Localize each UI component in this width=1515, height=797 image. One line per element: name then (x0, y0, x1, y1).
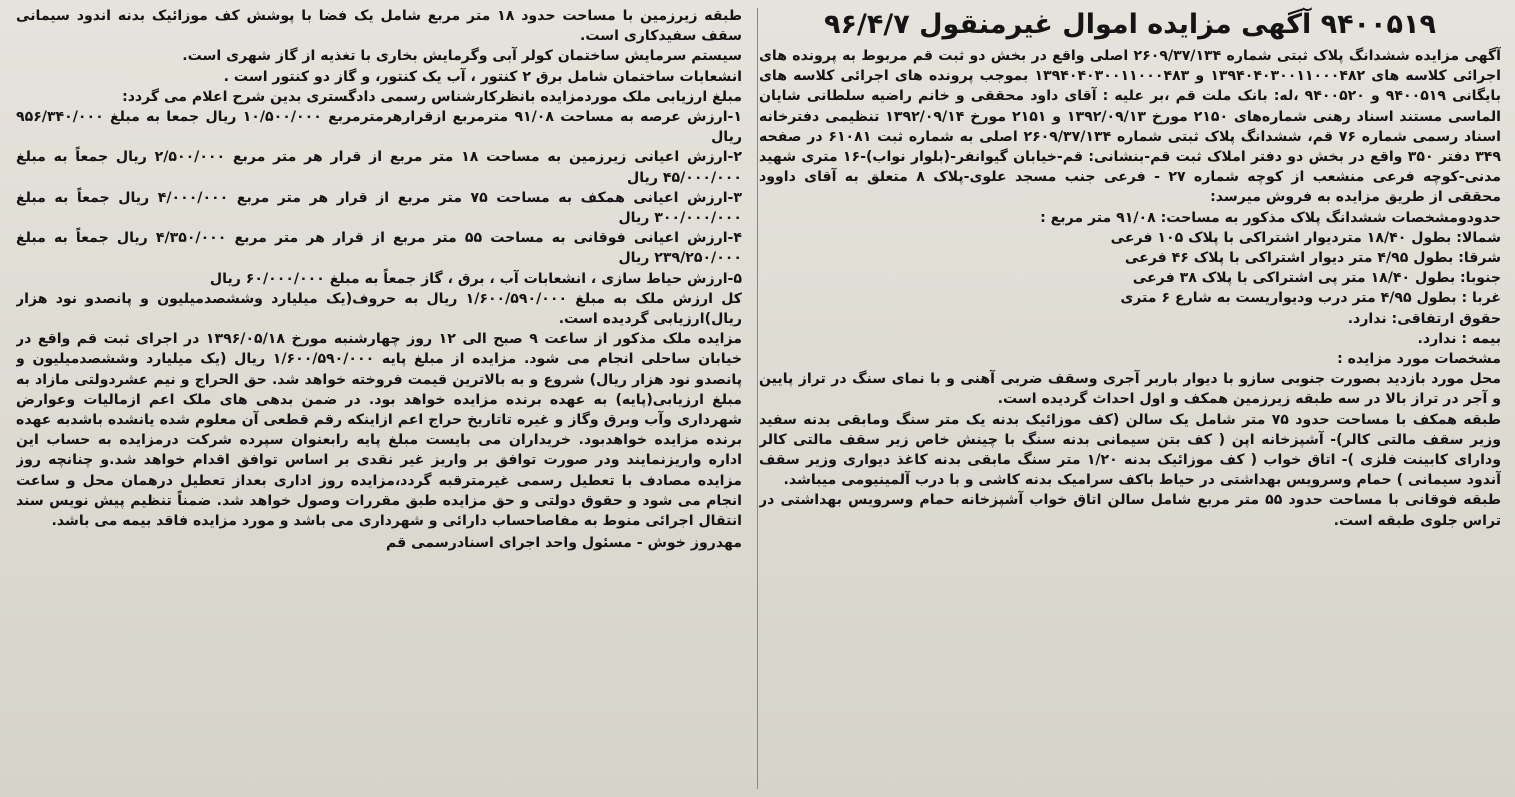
paragraph-upper-floor: طبقه فوقانی با مساحت حدود ۵۵ متر مربع شامل سالن اتاق خواب آشپزخانه حمام وسرویس بهداشتی در تراس جلوی طبقه است. (759, 492, 1501, 529)
left-column (16, 6, 742, 791)
paragraph-ground-floor: طبقه همکف با مساحت حدود ۷۵ متر شامل یک سالن (کف موزائیک بدنه یک متر سنگ ومابقی بدنه سفید وزیر سقف مالتی کالر)- آشپزخانه اپن ( کف بتن سیمانی بدنه سنگ با چینش خاص زیر سقف مالتی کالر ودارای کابینت فلزی )- اتاق خواب ( کف موزائیک بدنه ۱/۲۰ متر سنگ مابقی بدنه کاغذ دیواری وزیر سقف آندود سیمانی ) حمام وسرویس بهداشتی در حیاط باکف سرامیک بدنه کاشی و با درب آلمینیومی میباشد. (759, 411, 1501, 489)
insurance: بیمه : ندارد. (1417, 330, 1501, 347)
left-column-text (16, 6, 742, 553)
paragraph-structure: محل مورد بازدید بصورت جنوبی سازو با دیوار باربر آجری وسقف ضربی آهنی و با نمای سنگ در تراز پایین و آجر در تراز بالا در سه طبقه زیرزمین همکف و اول احداث گردیده است. (759, 371, 1501, 408)
specs-heading: مشخصات مورد مزایده : (1337, 351, 1501, 368)
valuation-item-1: ۱-ارزش عرصه به مساحت ۹۱/۰۸ مترمربع ازقرارهرمترمربع ۱۰/۵۰۰/۰۰۰ ریال جمعا به مبلغ ۹۵۶/۳۴۰/۰۰۰ ریال (16, 109, 742, 146)
paragraph-hvac: سیستم سرمایش ساختمان کولر آبی وگرمایش بخاری با تغذیه از گاز شهری است. (182, 48, 742, 65)
valuation-item-3: ۳-ارزش اعیانی همکف به مساحت ۷۵ متر مربع از قرار هر متر مربع ۴/۰۰۰/۰۰۰ ریال جمعاً به مبلغ ۳۰۰/۰۰۰/۰۰۰ ریال (16, 189, 742, 227)
paragraph-auction-terms: مزایده ملک مذکور از ساعت ۹ صبح الی ۱۲ روز چهارشنبه مورخ ۱۳۹۶/۰۵/۱۸ در اجرای ثبت قم واقع در خیابان ساحلی انجام می شود. مزایده از مبلغ پایه ۱/۶۰۰/۵۹۰/۰۰۰ ریال (یک میلیارد وششصدمیلیون و پانصدو نود هزار ریال) شروع و به بالاترین قیمت فروخته خواهد شد. حق الحراج و نیم عشردولتی مازاد به مبلغ ارزیابی(پایه) به عهده برنده مزایده خواهد بود. در ضمن بدهی های ملک اعم ازمالیات وعوارض شهرداری وآب وبرق وگاز و غیره تاتاریخ حراج اعم ازاینکه رقم قطعی آن معلوم شده یانشده باشدبه عهده برنده مزایده خواهدبود. خریداران می بایست مبلغ پایه رابعنوان سپرده شرکت درمزایده به حساب این اداره واریزنمایند ودر صورت توافق بر واریز غیر نقدی بر اساس توافق اقدام خواهد شد.و چنانچه روز مزایده مصادف با تعطیل رسمی غیرمترقبه گردد،مزایده روز اداری بعداز تعطیل درهمان محل و ساعت انجام می شود و حقوق دولتی و حق مزایده طبق مقررات وصول خواهد شد. ضمناً تنظیم پیش نویس سند انتقال اجرائی منوط به مفاصاحساب دارائی و شهرداری می باشد و مورد مزایده فاقد بیمه می باشد. (16, 331, 742, 530)
right-column (759, 6, 1501, 791)
valuation-item-2: ۲-ارزش اعیانی زیرزمین به مساحت ۱۸ متر مربع از قرار هر متر مربع ۲/۵۰۰/۰۰۰ ریال جمعاً به مبلغ ۴۵/۰۰۰/۰۰۰ ریال (16, 149, 742, 186)
boundaries-heading: حدودومشخصات ششدانگ پلاک مذکور به مساحت: ۹۱/۰۸ متر مربع : (1040, 209, 1501, 226)
paragraph-utilities: انشعابات ساختمان شامل برق ۲ کنتور ، آب یک کنتور، و گاز دو کنتور است . (223, 68, 742, 85)
boundary-west: غربا : بطول ۴/۹۵ متر درب ودیواریست به شارع ۶ متری (1120, 290, 1501, 307)
boundary-south: جنوبا: بطول ۱۸/۴۰ متر پی اشتراکی با پلاک ۳۸ فرعی (1132, 270, 1501, 287)
paragraph-basement: طبقه زیرزمین با مساحت حدود ۱۸ متر مربع شامل یک فضا با پوشش کف موزائیک بدنه اندود سیمانی سقف سفیدکاری است. (16, 8, 742, 45)
valuation-item-5: ۵-ارزش حیاط سازی ، انشعابات آب ، برق ، گاز جمعاً به مبلغ ۶۰/۰۰۰/۰۰۰ ریال (209, 270, 742, 287)
easement-rights: حقوق ارتفاقی: ندارد. (1347, 310, 1501, 327)
paragraph-intro: آگهی مزایده ششدانگ پلاک ثبتی شماره ۲۶۰۹/۳۷/۱۳۴ اصلی واقع در بخش دو ثبت قم مربوط به پرونده های اجرائی کلاسه های ۱۳۹۴۰۴۰۳۰۰۱۱۰۰۰۴۸۲ و ۱۳۹۴۰۴۰۳۰۰۱۱۰۰۰۴۸۳ بموجب پرونده های اجرائی کلاسه های بایگانی ۹۴۰۰۵۱۹ و ۹۴۰۰۵۲۰ ،له: بانک ملت قم ،بر علیه : آقای داود محققی و خانم راضیه سلطانی شایان الماسی مستند اسناد رهنی شماره‌های ۲۱۵۰ مورخ ۱۳۹۲/۰۹/۱۳ و ۲۱۵۱ مورخ ۱۳۹۲/۰۹/۱۴ تنظیمی دفترخانه اسناد رسمی شماره ۷۶ قم، ششدانگ پلاک ثبتی شماره ۲۶۰۹/۳۷/۱۳۴ اصلی به شماره ثبت ۶۱۰۸۱ در صفحه ۳۴۹ دفتر ۳۵۰ واقع در بخش دو دفتر املاک ثبت قم-بنشانی: قم-خیابان گیوانفر-(بلوار نواب)-۱۶ متری شهید مدنی-کوچه فرعی منشعب از کوچه شماره ۲۷ - فرعی جنب مسجد علوی-پلاک ۸ متعلق به آقای داوود محققی از طریق مزایده به فروش میرسد: (759, 48, 1501, 206)
boundary-north: شمالا: بطول ۱۸/۴۰ متردیوار اشتراکی با پلاک ۱۰۵ فرعی (1110, 229, 1501, 246)
column-divider (757, 8, 758, 789)
valuation-total: کل ارزش ملک به مبلغ ۱/۶۰۰/۵۹۰/۰۰۰ ریال به حروف(یک میلیارد وششصدمیلیون و پانصدو نود هزار ریال)ارزیابی گردیده است. (16, 290, 742, 328)
boundary-east: شرقا: بطول ۴/۹۵ متر دیوار اشتراکی با پلاک ۴۶ فرعی (1124, 250, 1501, 267)
valuation-item-4: ۴-ارزش اعیانی فوقانی به مساحت ۵۵ متر مربع از قرار هر متر مربع ۴/۳۵۰/۰۰۰ ریال جمعاً به مبلغ ۲۳۹/۲۵۰/۰۰۰ ریال (16, 230, 742, 267)
notice-title: ۹۴۰۰۵۱۹ آگهی مزایده اموال غیرمنقول ۹۶/۴/۷ (824, 9, 1436, 40)
right-column-text (759, 46, 1501, 531)
valuation-heading: مبلغ ارزیابی ملک موردمزایده بانظرکارشناس رسمی دادگستری بدین شرح اعلام می گردد: (122, 88, 742, 105)
signature-line: مهدروز خوش - مسئول واحد اجرای اسنادرسمی قم (385, 535, 742, 552)
